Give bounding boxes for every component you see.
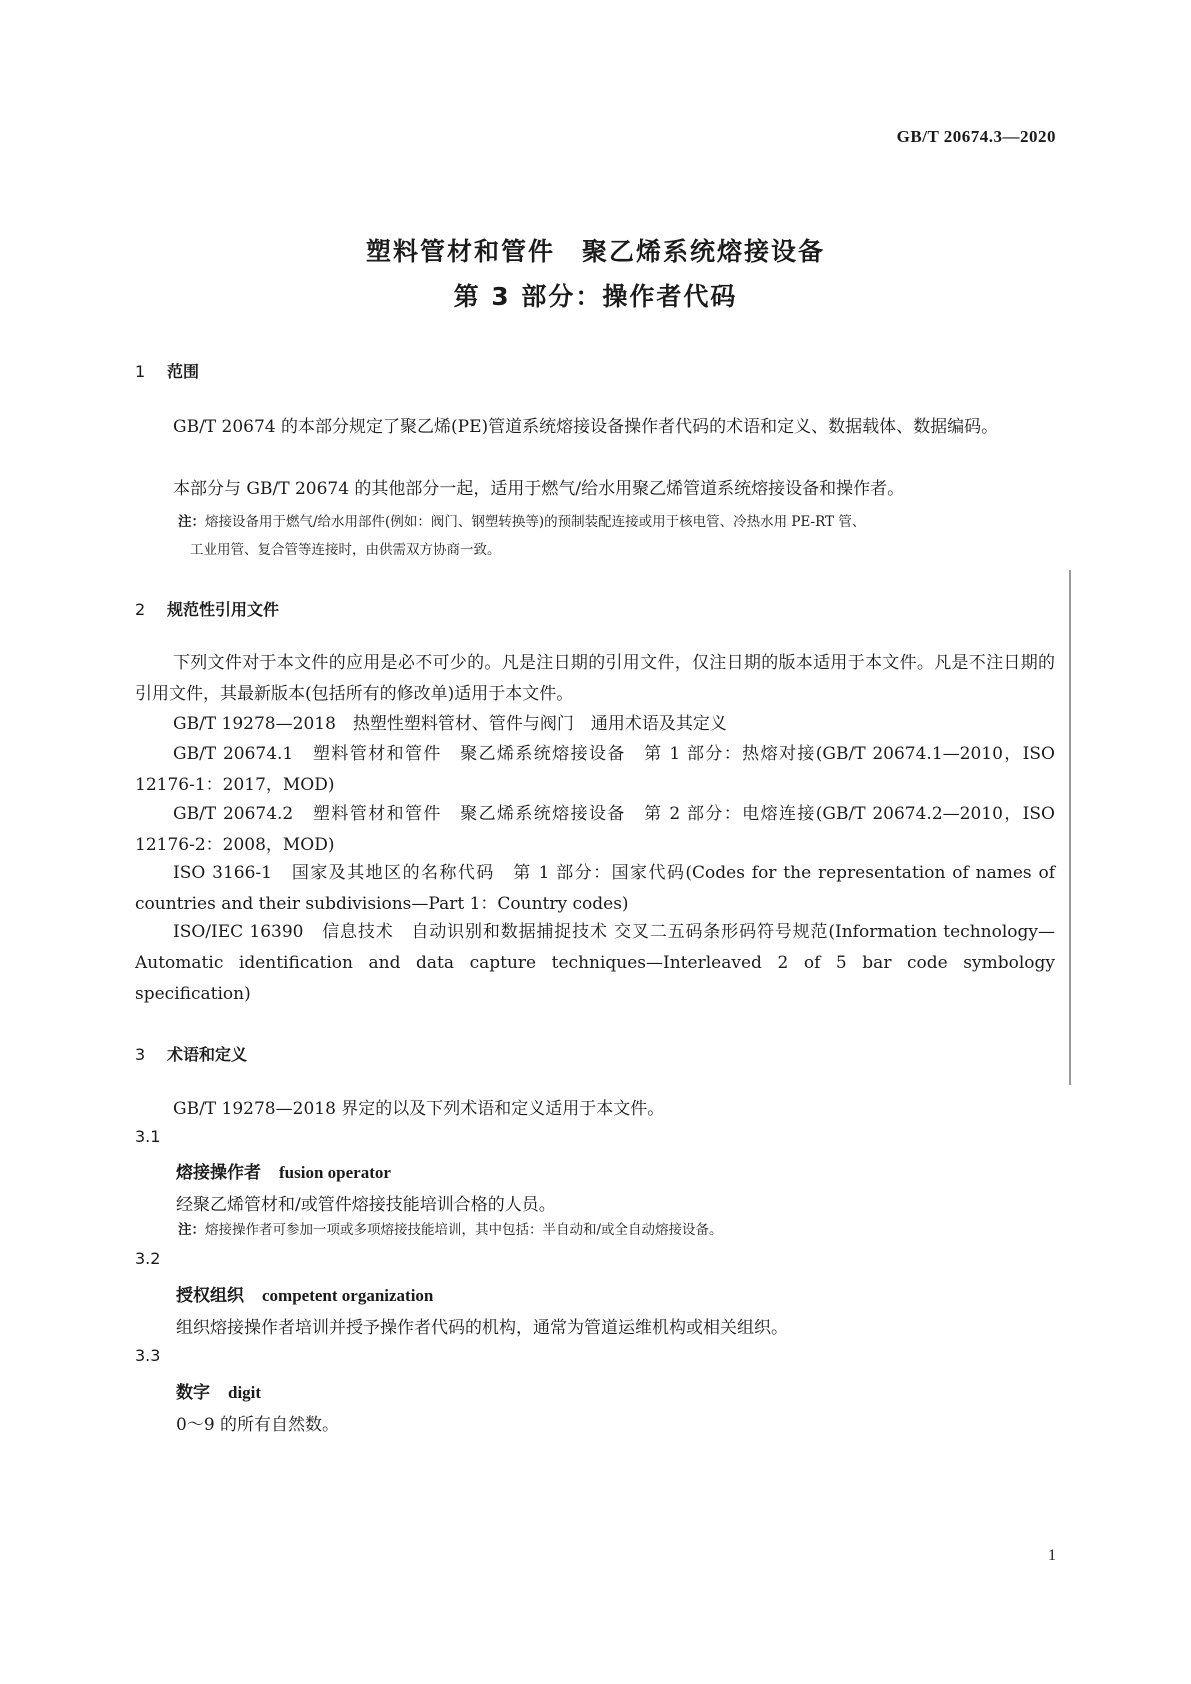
section-1-note [178,508,1063,564]
term-english: competent organization [262,1286,434,1305]
term-english: fusion operator [279,1163,391,1182]
note-line-1: 熔接设备用于燃气/给水用部件(例如：阀门、钢塑转换等)的预制装配连接或用于核电管、冷热水用 PE-RT 管、 [205,514,866,530]
section-3-intro: GB/T 19278—2018 界定的以及下列术语和定义适用于本文件。 [173,1099,665,1119]
term-note [178,1216,1063,1244]
standard-code: GB/T 20674.3—2020 [896,127,1056,146]
term-heading [176,1378,261,1403]
term-chinese: 熔接操作者 [176,1163,261,1183]
term-chinese: 授权组织 [176,1286,244,1306]
term-note-text: 熔接操作者可参加一项或多项熔接技能培训，其中包括：半自动和/或全自动熔接设备。 [205,1222,723,1238]
section-3-title: 术语和定义 [167,1045,248,1064]
margin-rule [1069,570,1071,1085]
section-1-heading [135,359,199,382]
section-1-paragraph-1: GB/T 20674 的本部分规定了聚乙烯(PE)管道系统熔接设备操作者代码的术语和定义、数据载体、数据编码。 [173,417,999,437]
section-2-number: 2 [135,600,146,619]
term-chinese: 数字 [176,1383,210,1403]
section-1-paragraph-2: 本部分与 GB/T 20674 的其他部分一起，适用于燃气/给水用聚乙烯管道系统熔接设备和操作者。 [173,479,905,499]
section-3-heading [135,1042,247,1065]
section-2-intro: 下列文件对于本文件的应用是必不可少的。凡是注日期的引用文件，仅注日期的版本适用于本文件。凡是不注日期的引用文件，其最新版本(包括所有的修改单)适用于本文件。 [135,653,1055,704]
document-title-line1: 塑料管材和管件 聚乙烯系统熔接设备 [365,237,825,266]
page-number: 1 [1048,1547,1056,1564]
term-number: 3.2 [135,1249,161,1268]
section-1-number: 1 [135,362,146,381]
term-heading [176,1281,433,1306]
section-1-title: 范围 [167,362,200,381]
section-2-heading [135,597,279,620]
note-label: 注： [178,514,205,530]
term-number: 3.1 [135,1127,161,1146]
reference-item: ISO 3166-1 国家及其地区的名称代码 第 1 部分：国家代码(Codes for the representation of names of countries and their subdivisions—Part 1：Country codes) [135,863,1055,914]
reference-item: GB/T 20674.1 塑料管材和管件 聚乙烯系统熔接设备 第 1 部分：热熔对接(GB/T 20674.1—2010，ISO 12176-1：2017，MOD) [135,744,1055,795]
reference-item: GB/T 20674.2 塑料管材和管件 聚乙烯系统熔接设备 第 2 部分：电熔连接(GB/T 20674.2—2010，ISO 12176-2：2008，MOD) [135,804,1055,855]
section-2-title: 规范性引用文件 [167,600,280,619]
section-3-number: 3 [135,1045,146,1064]
term-number: 3.3 [135,1346,161,1365]
term-english: digit [228,1383,262,1402]
reference-item: GB/T 19278—2018 热塑性塑料管材、管件与阀门 通用术语及其定义 [173,714,727,734]
term-definition: 0～9 的所有自然数。 [176,1415,340,1435]
reference-item: ISO/IEC 16390 信息技术 自动识别和数据捕捉技术 交叉二五码条形码符号规范(Information technology—Automatic identification and data capture techniques—Interleaved 2 of 5 bar code symbology specification) [135,922,1055,1004]
note-label: 注： [178,1222,205,1238]
term-definition: 组织熔接操作者培训并授予操作者代码的机构，通常为管道运维机构或相关组织。 [176,1318,788,1338]
note-line-2: 工业用管、复合管等连接时，由供需双方协商一致。 [190,542,501,558]
term-definition: 经聚乙烯管材和/或管件熔接技能培训合格的人员。 [176,1195,556,1215]
term-heading [176,1158,391,1183]
document-title-line2: 第 3 部分：操作者代码 [453,282,738,311]
